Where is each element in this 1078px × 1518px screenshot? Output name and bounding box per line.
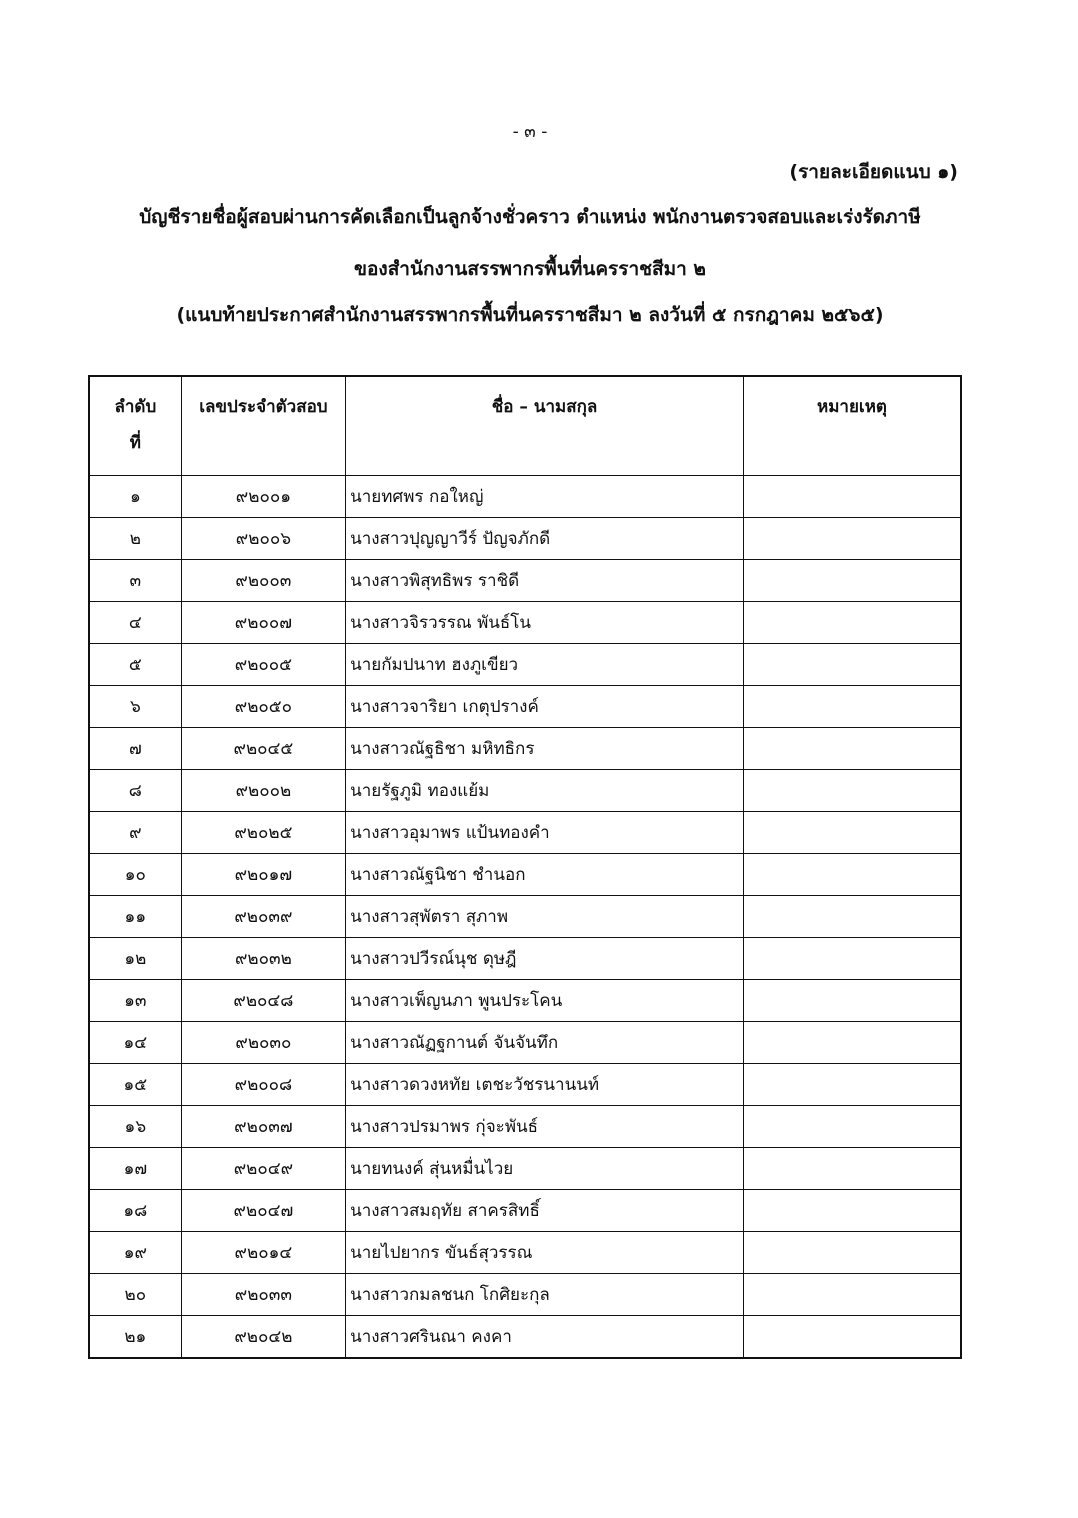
row-remark-cell [743,1274,961,1316]
header-order-line2: ที่ [129,433,141,453]
row-order-cell: ๑๒ [89,938,181,980]
document-reference: (แนบท้ายประกาศสำนักงานสรรพากรพื้นที่นครราชสีมา ๒ ลงวันที่ ๕ กรกฎาคม ๒๕๖๕) [176,304,884,326]
row-exam-id-cell: ๙๒๐๓๓ [181,1274,345,1316]
row-name-cell: นางสาวปุญญาวีร์ ปัญจภักดี [346,518,744,560]
row-order-cell: ๑๐ [89,854,181,896]
row-order-cell: ๒๑ [89,1316,181,1359]
candidate-table-container [88,375,962,1359]
row-order-cell: ๕ [89,644,181,686]
header-order-line1: ลำดับ [114,397,157,417]
table-row [89,686,961,728]
table-header-row [89,376,961,476]
row-name-cell: นางสาวณัฐธิชา มหิทธิกร [346,728,744,770]
header-exam-id: เลขประจำตัวสอบ [181,376,345,476]
row-remark-cell [743,812,961,854]
row-exam-id-cell: ๙๒๐๐๕ [181,644,345,686]
row-name-cell: นางสาวจิรวรรณ พันธ์โน [346,602,744,644]
document-subtitle: ของสำนักงานสรรพากรพื้นที่นครราชสีมา ๒ [354,258,706,280]
table-row [89,728,961,770]
table-row [89,1022,961,1064]
row-name-cell: นายทนงค์ สุ่นหมื่นไวย [346,1148,744,1190]
row-order-cell: ๗ [89,728,181,770]
row-order-cell: ๑๖ [89,1106,181,1148]
row-name-cell: นางสาวศรินณา คงคา [346,1316,744,1359]
row-exam-id-cell: ๙๒๐๒๕ [181,812,345,854]
header-name: ชื่อ – นามสกุล [346,376,744,476]
row-remark-cell [743,686,961,728]
row-remark-cell [743,644,961,686]
row-name-cell: นางสาวพิสุทธิพร ราชิดี [346,560,744,602]
table-row [89,854,961,896]
table-row [89,1148,961,1190]
row-exam-id-cell: ๙๒๐๑๔ [181,1232,345,1274]
row-order-cell: ๑๓ [89,980,181,1022]
row-exam-id-cell: ๙๒๐๑๗ [181,854,345,896]
row-remark-cell [743,560,961,602]
row-name-cell: นางสาวกมลชนก โกศิยะกุล [346,1274,744,1316]
row-exam-id-cell: ๙๒๐๔๘ [181,980,345,1022]
row-order-cell: ๑๑ [89,896,181,938]
row-name-cell: นางสาวปรมาพร กุ่จะพันธ์ [346,1106,744,1148]
header-remark: หมายเหตุ [743,376,961,476]
row-exam-id-cell: ๙๒๐๐๑ [181,476,345,518]
table-row [89,812,961,854]
row-name-cell: นายรัฐภูมิ ทองแย้ม [346,770,744,812]
row-order-cell: ๒๐ [89,1274,181,1316]
row-order-cell: ๖ [89,686,181,728]
row-order-cell: ๔ [89,602,181,644]
table-row [89,1064,961,1106]
row-name-cell: นางสาวจาริยา เกตุปรางค์ [346,686,744,728]
table-row [89,602,961,644]
row-remark-cell [743,1148,961,1190]
table-row [89,644,961,686]
row-remark-cell [743,1316,961,1359]
row-order-cell: ๑๘ [89,1190,181,1232]
row-remark-cell [743,1190,961,1232]
row-exam-id-cell: ๙๒๐๓๙ [181,896,345,938]
row-exam-id-cell: ๙๒๐๐๒ [181,770,345,812]
row-exam-id-cell: ๙๒๐๔๙ [181,1148,345,1190]
row-remark-cell [743,938,961,980]
row-exam-id-cell: ๙๒๐๔๕ [181,728,345,770]
row-order-cell: ๑๔ [89,1022,181,1064]
attachment-note: (รายละเอียดแนบ ๑) [789,161,958,183]
table-row [89,980,961,1022]
table-row [89,560,961,602]
row-exam-id-cell: ๙๒๐๐๖ [181,518,345,560]
row-order-cell: ๘ [89,770,181,812]
row-order-cell: ๑๕ [89,1064,181,1106]
row-remark-cell [743,854,961,896]
row-order-cell: ๑๙ [89,1232,181,1274]
table-row [89,770,961,812]
row-exam-id-cell: ๙๒๐๐๓ [181,560,345,602]
table-row [89,1106,961,1148]
table-row [89,518,961,560]
row-exam-id-cell: ๙๒๐๐๘ [181,1064,345,1106]
row-order-cell: ๓ [89,560,181,602]
table-row [89,938,961,980]
row-order-cell: ๑ [89,476,181,518]
row-remark-cell [743,1022,961,1064]
row-name-cell: นายทศพร กอใหญ่ [346,476,744,518]
row-exam-id-cell: ๙๒๐๕๐ [181,686,345,728]
row-name-cell: นายกัมปนาท ฮงภูเขียว [346,644,744,686]
row-remark-cell [743,518,961,560]
row-remark-cell [743,770,961,812]
page-number: - ๓ - [512,122,548,142]
row-name-cell: นางสาวดวงหทัย เตชะวัชรนานนท์ [346,1064,744,1106]
header-order [89,376,181,476]
row-remark-cell [743,1232,961,1274]
row-remark-cell [743,1064,961,1106]
row-order-cell: ๙ [89,812,181,854]
table-row [89,896,961,938]
row-name-cell: นางสาวอุมาพร แป้นทองคำ [346,812,744,854]
table-row [89,1232,961,1274]
table-row [89,1190,961,1232]
row-exam-id-cell: ๙๒๐๓๒ [181,938,345,980]
row-name-cell: นางสาวเพ็ญนภา พูนประโคน [346,980,744,1022]
row-remark-cell [743,602,961,644]
row-remark-cell [743,896,961,938]
candidate-table [88,375,962,1359]
row-exam-id-cell: ๙๒๐๓๗ [181,1106,345,1148]
table-body [89,476,961,1359]
document-title: บัญชีรายชื่อผู้สอบผ่านการคัดเลือกเป็นลูกจ้างชั่วคราว ตำแหน่ง พนักงานตรวจสอบและเร่งรัดภาษี [139,206,921,228]
row-remark-cell [743,476,961,518]
table-row [89,476,961,518]
row-name-cell: นางสาวณัฐนิชา ชำนอก [346,854,744,896]
row-name-cell: นายไปยากร ขันธ์สุวรรณ [346,1232,744,1274]
row-name-cell: นางสาวณัฏฐกานต์ จันจันทึก [346,1022,744,1064]
row-remark-cell [743,980,961,1022]
row-remark-cell [743,728,961,770]
row-name-cell: นางสาวปวีรณ์นุช ดุษฎี [346,938,744,980]
row-exam-id-cell: ๙๒๐๔๗ [181,1190,345,1232]
row-order-cell: ๑๗ [89,1148,181,1190]
row-name-cell: นางสาวสุพัตรา สุภาพ [346,896,744,938]
row-name-cell: นางสาวสมฤทัย สาครสิทธิ์ [346,1190,744,1232]
row-order-cell: ๒ [89,518,181,560]
table-row [89,1274,961,1316]
row-exam-id-cell: ๙๒๐๔๒ [181,1316,345,1359]
row-remark-cell [743,1106,961,1148]
row-exam-id-cell: ๙๒๐๓๐ [181,1022,345,1064]
row-exam-id-cell: ๙๒๐๐๗ [181,602,345,644]
table-row [89,1316,961,1359]
